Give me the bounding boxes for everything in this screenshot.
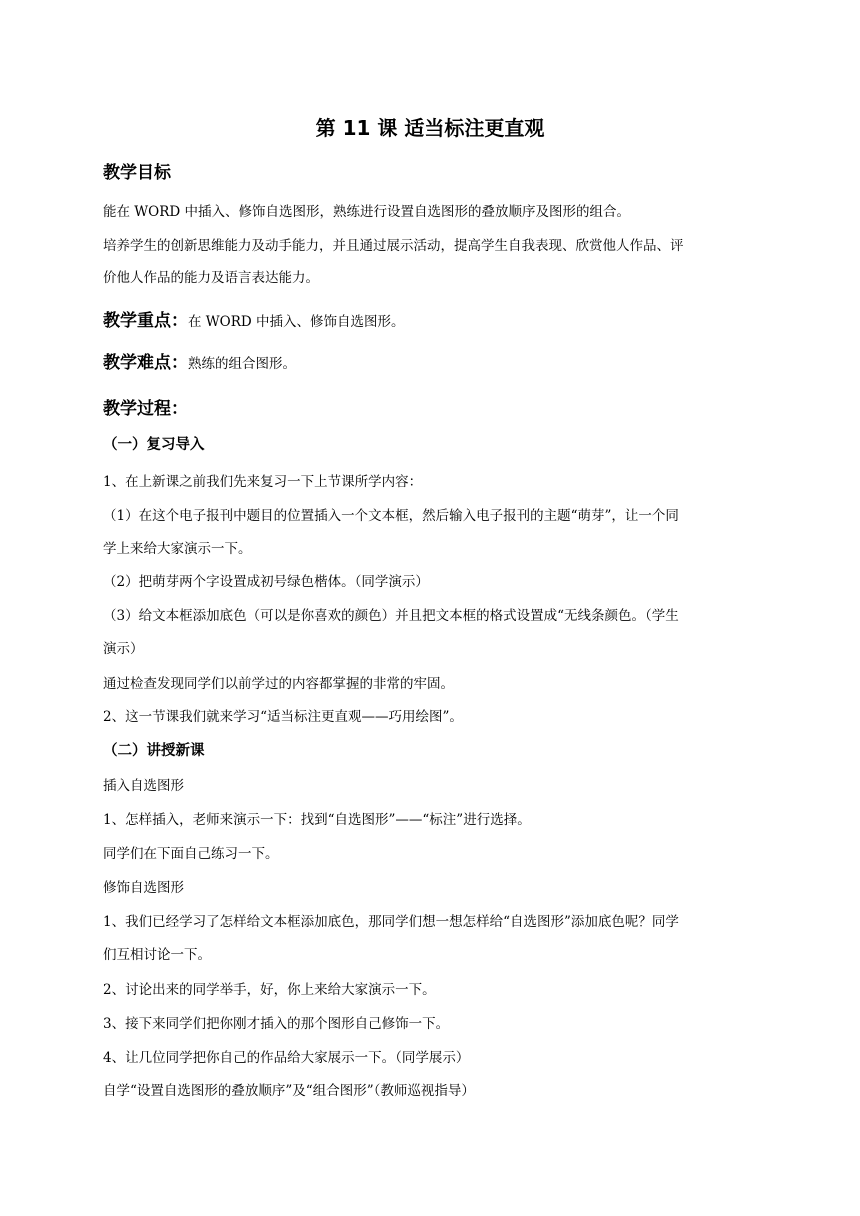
- section-2-line: 插入自选图形: [103, 778, 184, 794]
- section-2-line: 3、接下来同学们把你刚才插入的那个图形自己修饰一下。: [103, 1016, 450, 1032]
- difficult-point-value: 熟练的组合图形。: [188, 356, 296, 372]
- objectives-heading: 教学目标: [103, 163, 171, 183]
- page-title: 第 11 课 适当标注更直观: [315, 116, 545, 140]
- objectives-paragraph-2-line-1: 培养学生的创新思维能力及动手能力，并且通过展示活动，提高学生自我表现、欣赏他人作品、评: [103, 238, 684, 254]
- section-2-line: 修饰自选图形: [103, 880, 184, 896]
- section-2-line: 4、让几位同学把你自己的作品给大家展示一下。（同学展示）: [103, 1050, 470, 1066]
- section-1-line: （2）把萌芽两个字设置成初号绿色楷体。（同学演示）: [103, 574, 429, 590]
- objectives-paragraph-2-line-2: 价他人作品的能力及语言表达能力。: [103, 270, 319, 286]
- section-1-line: 通过检查发现同学们以前学过的内容都掌握的非常的牢固。: [103, 676, 454, 692]
- section-2-line: 同学们在下面自己练习一下。: [103, 846, 279, 862]
- section-1-line: （3）给文本框添加底色（可以是你喜欢的颜色）并且把文本框的格式设置成“无线条颜色。（学生: [103, 608, 679, 624]
- section-2-line: 自学“设置自选图形的叠放顺序”及“组合图形”（教师巡视指导）: [103, 1083, 475, 1099]
- section-1-line: 2、这一节课我们就来学习“适当标注更直观——巧用绘图”。: [103, 709, 463, 725]
- section-1-line: 1、在上新课之前我们先来复习一下上节课所学内容：: [103, 474, 423, 490]
- section-1-line: 演示）: [103, 641, 144, 657]
- section-1-line: 学上来给大家演示一下。: [103, 541, 252, 557]
- section-1-heading: （一）复习导入: [103, 437, 205, 453]
- difficult-point-label: 教学难点：: [103, 353, 188, 373]
- section-2-line: 们互相讨论一下。: [103, 947, 211, 963]
- key-point-label: 教学重点：: [103, 311, 188, 331]
- section-2-heading: （二）讲授新课: [103, 743, 205, 759]
- key-point-value: 在 WORD 中插入、修饰自选图形。: [188, 314, 405, 330]
- difficult-point: [103, 350, 296, 377]
- objectives-paragraph-1: 能在 WORD 中插入、修饰自选图形，熟练进行设置自选图形的叠放顺序及图形的组合。: [103, 204, 631, 220]
- section-2-line: 2、讨论出来的同学举手，好，你上来给大家演示一下。: [103, 982, 436, 998]
- section-2-line: 1、怎样插入，老师来演示一下：找到“自选图形”——“标注”进行选择。: [103, 812, 531, 828]
- section-2-line: 1、我们已经学习了怎样给文本框添加底色，那同学们想一想怎样给“自选图形”添加底色呢？同学: [103, 914, 679, 930]
- key-point: [103, 308, 405, 335]
- section-1-line: （1）在这个电子报刊中题目的位置插入一个文本框，然后输入电子报刊的主题“萌芽”，让一个同: [103, 508, 679, 524]
- process-heading: 教学过程：: [103, 399, 188, 419]
